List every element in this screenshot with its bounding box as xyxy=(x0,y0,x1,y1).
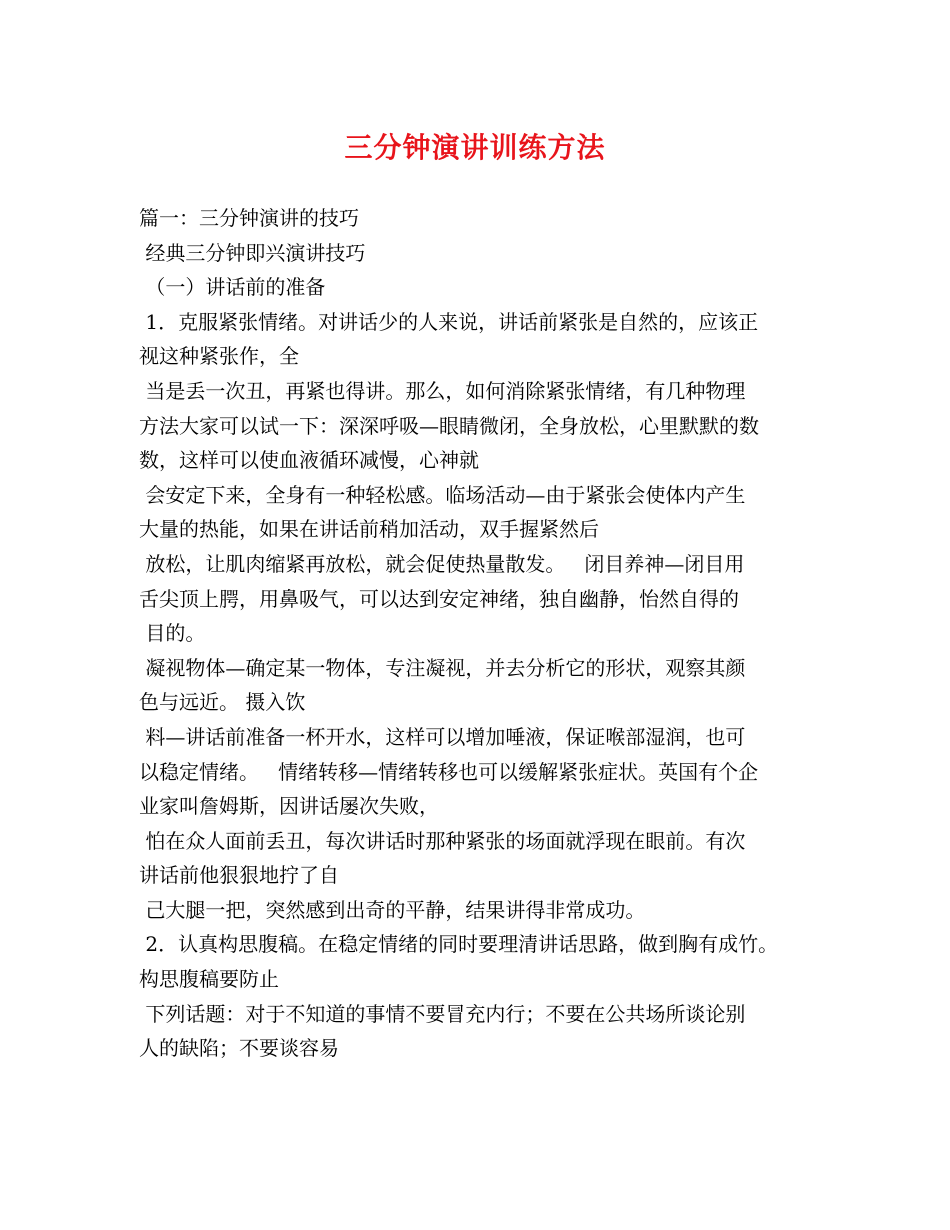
document-title: 三分钟演讲训练方法 xyxy=(344,131,606,164)
body-line: 凝视物体—确定某一物体，专注凝视，并去分析它的形状，观察其颜 xyxy=(139,655,746,680)
body-line: 色与远近。 摄入饮 xyxy=(139,690,306,715)
body-line: 以稳定情绪。 情绪转移—情绪转移也可以缓解紧张症状。英国有个企 xyxy=(139,759,759,784)
body-line: 舌尖顶上腭，用鼻吸气，可以达到安定神绪，独自幽静，怡然自得的 xyxy=(139,586,739,611)
body-line: 己大腿一把，突然感到出奇的平静，结果讲得非常成功。 xyxy=(139,897,646,922)
body-line: 方法大家可以试一下：深深呼吸—眼睛微闭，全身放松，心里默默的数 xyxy=(139,413,759,438)
body-line: 当是丢一次丑，再紧也得讲。那么，如何消除紧张情绪，有几种物理 xyxy=(139,378,746,403)
body-line: 1．克服紧张情绪。对讲话少的人来说，讲话前紧张是自然的，应该正 xyxy=(139,309,759,334)
body-line: 构思腹稿要防止 xyxy=(139,967,279,992)
body-line: 下列话题：对于不知道的事情不要冒充内行；不要在公共场所谈论别 xyxy=(139,1001,746,1026)
body-line: （一）讲话前的准备 xyxy=(139,275,326,300)
body-line: 业家叫詹姆斯，因讲话屡次失败， xyxy=(139,794,439,819)
body-line: 会安定下来，全身有一种轻松感。临场活动—由于紧张会使体内产生 xyxy=(139,482,746,507)
body-line: 大量的热能，如果在讲话前稍加活动，双手握紧然后 xyxy=(139,517,599,542)
body-line: 目的。 xyxy=(139,621,206,646)
body-line: 人的缺陷；不要谈容易 xyxy=(139,1036,339,1061)
body-line: 视这种紧张作，全 xyxy=(139,344,299,369)
body-line: 讲话前他狠狠地拧了自 xyxy=(139,863,339,888)
body-line: 怕在众人面前丢丑，每次讲话时那种紧张的场面就浮现在眼前。有次 xyxy=(139,828,746,853)
body-line: 2．认真构思腹稿。在稳定情绪的同时要理清讲话思路，做到胸有成竹。 xyxy=(139,932,779,957)
body-line: 经典三分钟即兴演讲技巧 xyxy=(139,240,366,265)
body-line: 数，这样可以使血液循环减慢，心神就 xyxy=(139,448,479,473)
body-line: 放松，让肌肉缩紧再放松，就会促使热量散发。 闭目养神—闭目用 xyxy=(139,551,745,576)
body-line: 料—讲话前准备一杯开水，这样可以增加唾液，保证喉部湿润，也可 xyxy=(139,724,746,749)
body-line: 篇一：三分钟演讲的技巧 xyxy=(139,206,359,230)
document-body xyxy=(139,201,829,1066)
